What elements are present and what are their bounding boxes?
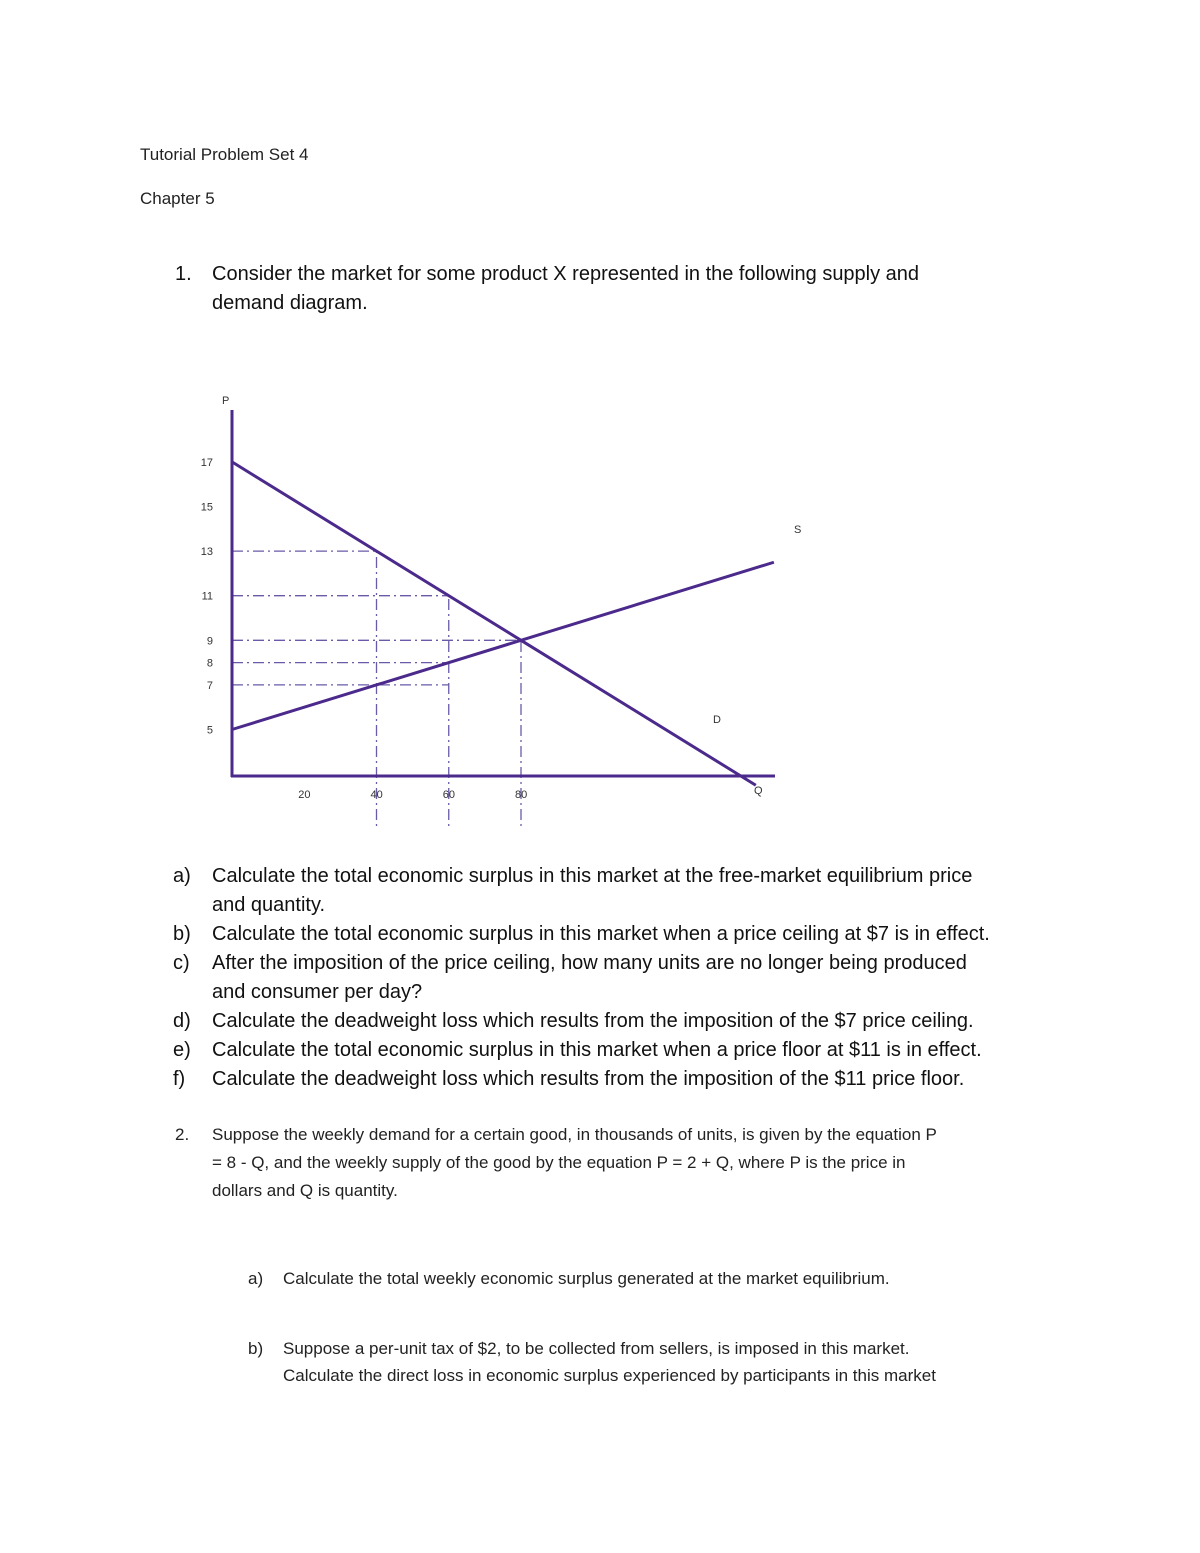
x-tick-label: 60 [442,789,455,801]
part-text-line: and consumer per day? [212,981,423,1003]
x-tick-label: 80 [515,789,528,801]
x-axis-label: Q [754,785,763,797]
question-1-text-line2: demand diagram. [212,292,368,314]
part-label: b) [173,923,191,945]
part-1f [0,1065,1200,1094]
question-2b-text-line1: Suppose a per-unit tax of $2, to be collected from sellers, is imposed in this market. [283,1339,910,1358]
y-tick-label: 11 [201,590,213,603]
y-tick-label: 15 [200,501,213,514]
x-tick-label: 40 [370,789,383,801]
y-tick-label: 9 [206,635,213,648]
chapter-label: Chapter 5 [140,189,215,208]
part-text-line: After the imposition of the price ceiling, how many units are no longer being produced [212,952,967,974]
y-axis-label: P [222,395,230,407]
part-label: c) [173,952,190,974]
document-title: Tutorial Problem Set 4 [140,145,309,164]
part-label: f) [173,1068,186,1090]
question-2a-text: Calculate the total weekly economic surplus generated at the market equilibrium. [283,1269,890,1288]
part-1b [0,920,1200,949]
y-tick-label: 7 [206,679,213,692]
demand-curve [232,462,756,785]
supply-curve-label: S [794,524,802,536]
part-label: d) [173,1010,191,1032]
question-2a-label: a) [248,1269,264,1288]
question-2-text-line2: = 8 - Q, and the weekly supply of the good by the equation P = 2 + Q, where P is the price in [212,1153,906,1172]
supply-curve [232,562,774,729]
y-tick-label: 8 [206,657,213,670]
part-text-line: Calculate the deadweight loss which results from the imposition of the $7 price ceiling. [212,1010,974,1032]
y-tick-label: 13 [200,546,213,559]
part-label: e) [173,1039,191,1061]
question-2-text-line1: Suppose the weekly demand for a certain good, in thousands of units, is given by the equation P [212,1125,937,1144]
question-2b-label: b) [248,1339,264,1358]
part-text-line: and quantity. [212,894,326,916]
part-text-line: Calculate the total economic surplus in this market when a price ceiling at $7 is in effect. [212,923,990,945]
y-tick-label: 5 [206,724,213,737]
demand-curve-label: D [713,714,721,726]
question-1-number: 1. [175,263,192,285]
part-1a [0,862,1200,920]
part-label: a) [173,865,191,887]
part-text-line: Calculate the deadweight loss which results from the imposition of the $11 price floor. [212,1068,965,1090]
question-2-text-line3: dollars and Q is quantity. [212,1181,398,1200]
y-tick-label: 17 [200,456,213,469]
part-text-line: Calculate the total economic surplus in this market at the free-market equilibrium price [212,865,973,887]
question-1-parts [0,862,1200,1094]
question-2b-text-line2: Calculate the direct loss in economic surplus experienced by participants in this market [283,1366,936,1385]
question-1-text-line1: Consider the market for some product X represented in the following supply and [212,263,920,285]
question-2-number: 2. [175,1125,190,1144]
part-1e [0,1036,1200,1065]
part-text-line: Calculate the total economic surplus in this market when a price floor at $11 is in effect. [212,1039,982,1061]
part-1c [0,949,1200,1007]
part-1d [0,1007,1200,1036]
x-tick-label: 20 [298,789,311,801]
